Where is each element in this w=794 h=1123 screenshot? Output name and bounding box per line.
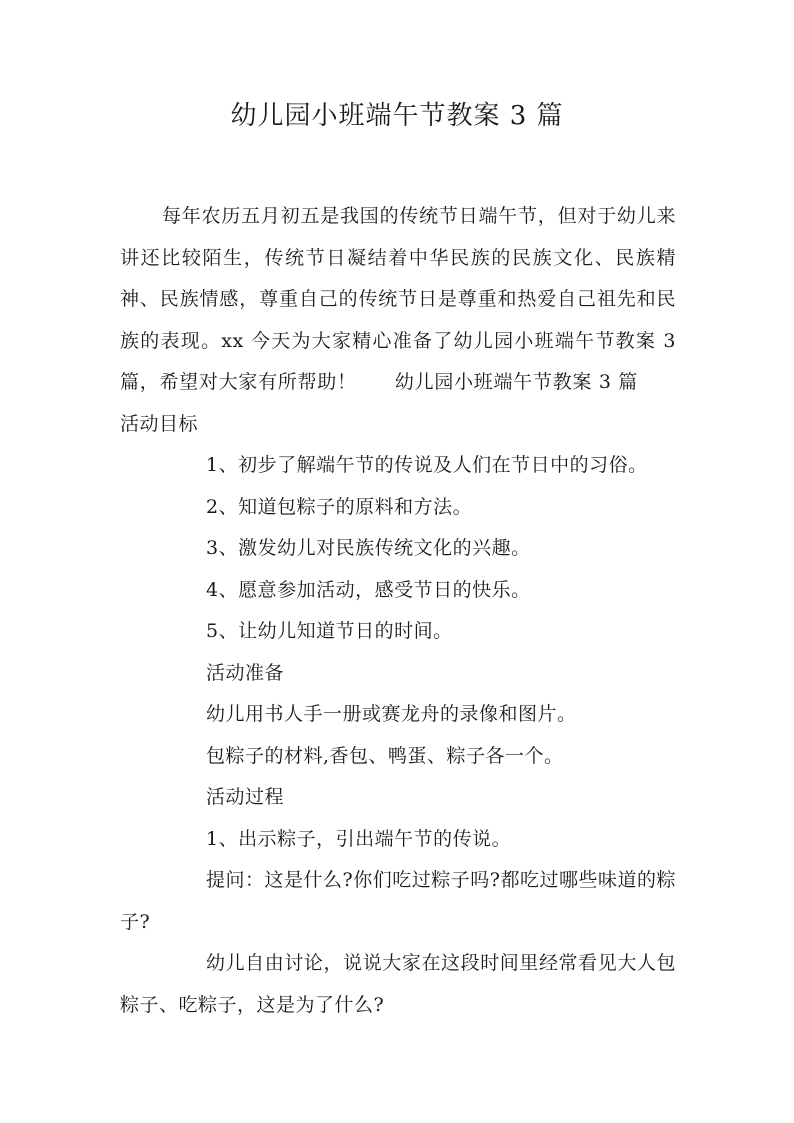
process-heading: 活动过程: [206, 786, 285, 808]
document-body: [120, 196, 676, 1026]
intro-main-text: 每年农历五月初五是我国的传统节日端午节，但对于幼儿来讲还比较陌生，传统节日凝结着中华民族的民族文化、民族精神、民族情感，尊重自己的传统节日是尊重和热爱自己祖先和民族的表现。xx 今天为大家精心准备了幼儿园小班端午节教案 3 篇，希望对大家有所帮助！: [120, 205, 676, 393]
goal-item-3: 3、激发幼儿对民族传统文化的兴趣。: [206, 537, 531, 559]
goal-item-2: 2、知道包粽子的原料和方法。: [206, 495, 473, 518]
document-title: 幼儿园小班端午节教案 3 篇: [230, 101, 564, 131]
goal-item-5: 5、让幼儿知道节日的时间。: [206, 620, 453, 642]
intro-repeat-title: 幼儿园小班端午节教案 3 篇: [394, 371, 638, 393]
prep-item-2: 包粽子的材料,香包、鸭蛋、粽子各一个。: [206, 744, 564, 767]
process-step-1: 1、出示粽子，引出端午节的传说。: [206, 827, 512, 850]
discussion-paragraph: 幼儿自由讨论，说说大家在这段时间里经常看见大人包粽子、吃粽子，这是为了什么?: [120, 952, 676, 1016]
prep-heading: 活动准备: [206, 661, 285, 684]
goal-item-1: 1、初步了解端午节的传说及人们在节日中的习俗。: [206, 454, 648, 476]
goals-heading: 活动目标: [120, 412, 199, 435]
intro-paragraph: [120, 196, 676, 445]
prep-item-1: 幼儿用书人手一册或赛龙舟的录像和图片。: [206, 703, 577, 725]
question-paragraph: 提问：这是什么?你们吃过粽子吗?都吃过哪些味道的粽子?: [120, 869, 676, 933]
goal-item-4: 4、愿意参加活动，感受节日的快乐。: [206, 578, 531, 601]
